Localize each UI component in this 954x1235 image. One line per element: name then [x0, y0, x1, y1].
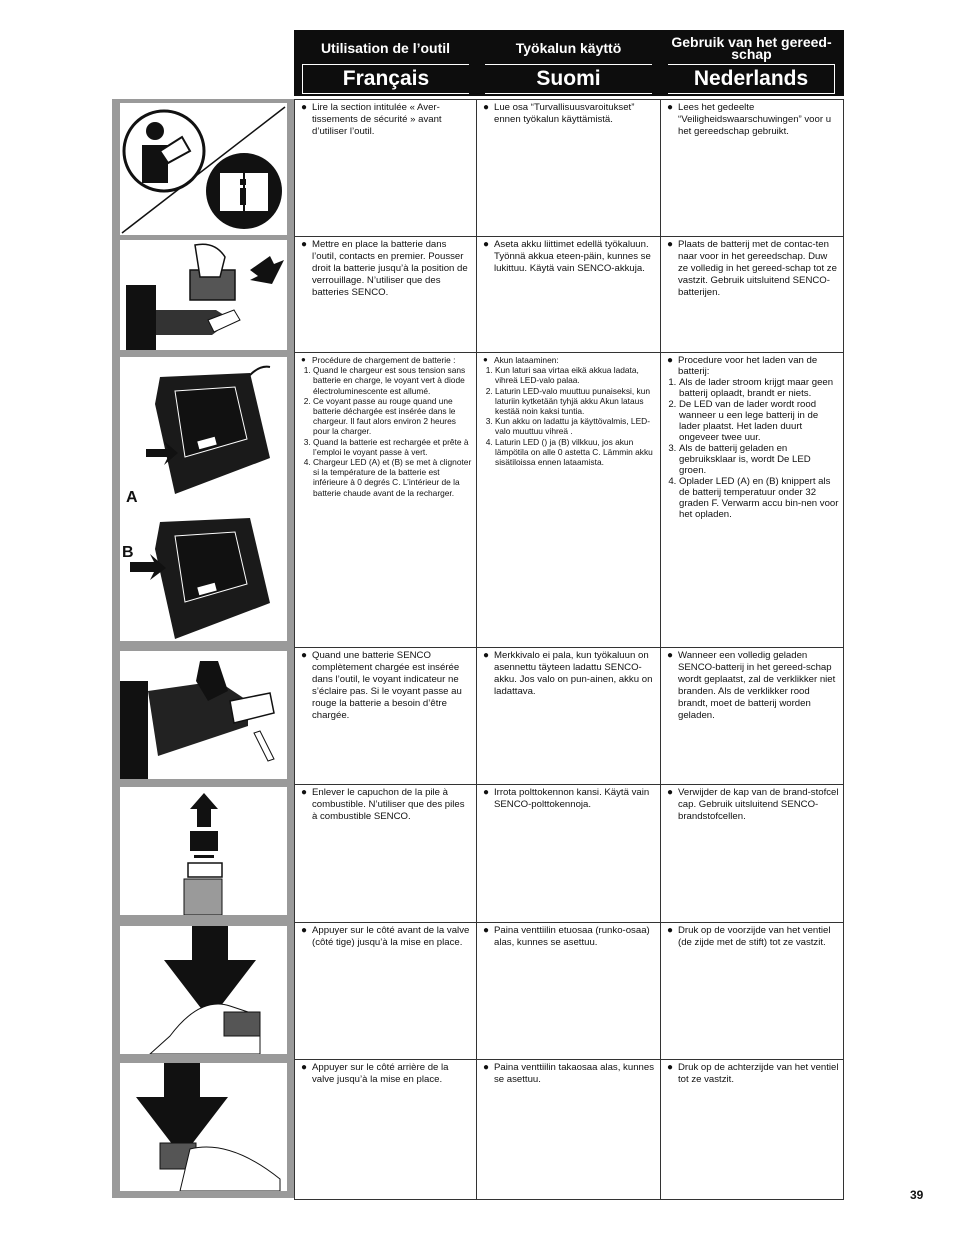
read-manual-illustration [120, 103, 287, 235]
arrow-down-icon [120, 926, 287, 1054]
french-steps: 1. Quand le chargeur est sous tension sans batterie en charge, le voyant vert à diode électroluminescente est allumé. 2. Ce voyant passe au rouge quand une batterie déchargée est insérée dans le chargeur. Il faut alors environ 2 heures pour la charger. 3. Quand la batterie est rechargée et prête à l’emploi le voyant passe à vert. 4. Chargeur LED (A) et (B) se met à clignoter si la température de la batterie est inférieure à 0 degrés C. L’intérieur de la batterie chaude avant de la recharger. [301, 365, 472, 498]
table-row [295, 100, 843, 237]
cell-dutch: ● Wanneer een volledig geladen SENCO-batterij in het gereed-schap wordt geplaatst, zal de verklikker niet branden. Als de verklikker rood brandt, moet de batterij worden geladen. [667, 650, 836, 721]
header-subtitle-finnish: Työkalun käyttö [515, 40, 622, 56]
dutch-steps: 1. Als de lader stroom krijgt maar geen batterij oplaadt, brandt er niets. 2. De LED van de lader wordt rood wanneer u een lege batterij in de lader plaatst. Het laden duurt ongeveer twee uur. 3. Als de batterij geladen en gebruiksklaar is, wordt De LED groen. 4. Oplader LED (A) en (B) knippert als de batterij temperatuur onder 32 graden F. Verwarm accu bin-nen voor het opladen. [667, 377, 839, 520]
finnish-steps: 1. Kun laturi saa virtaa eikä akkua ladata, vihreä LED-valo palaa. 2. Laturin LED-valo muuttuu punaiseksi, kun laturiin kytketään tyhjä akku Akun lataus kestää noin kaksi tuntia. 3. Kun akku on ladattu ja käyttövalmis, LED-valo muuttuu vihreä . 4. Laturin LED () ja (B) vilkkuu, jos akun lämpötila on alle 0 astetta C. Lämmin akku sisätiloissa ennen lataamista. [483, 365, 656, 467]
header-subtitle-dutch: Gebruik van het gereed-schap [671, 34, 832, 62]
cell-french: ● Quand une batterie SENCO complètement chargée est insérée dans l’outil, le voyant indicateur ne s’éclaire pas. Si le voyant passe au rouge la batterie a besoin d’être chargée. [295, 648, 477, 784]
cell-french: ● Appuyer sur le côté avant de la valve (côté tige) jusqu’à la mise en place. [295, 923, 477, 1059]
cell-french: ● Mettre en place la batterie dans l’outil, contacts en premier. Pousser droit la batterie jusqu’à la position de verrouillage. N’utiliser que des batteries SENCO. [295, 237, 477, 352]
cell-dutch: ● Procedure voor het laden van de batterij: 1. Als de lader stroom krijgt maar geen batterij oplaadt, brandt er niets. 2. De LED van de lader wordt rood wanneer u een lege batterij in de lader plaatst. Het laden duurt ongeveer twee uur. 3. Als de batterij geladen en gebruiksklaar is, wordt De LED groen. 4. Oplader LED (A) en (B) knippert als de batterij temperatuur onder 32 graden F. Verwarm accu bin-nen voor het opladen. [661, 353, 843, 647]
header-language-finnish: Suomi [485, 64, 652, 94]
cell-finnish: ● Irrota polttokennon kansi. Käytä vain SENCO-polttokennoja. [477, 785, 661, 922]
arrow-down-icon [120, 1063, 287, 1191]
cell-dutch: ● Druk op de voorzijde van het ventiel (de zijde met de stift) tot ze vastzit. [667, 925, 831, 948]
cell-dutch: ● Druk op de achterzijde van het ventiel tot ze vastzit. [667, 1062, 839, 1085]
table-row [295, 1060, 843, 1199]
insert-battery-illustration [120, 240, 287, 350]
cell-french: ● Procédure de chargement de batterie : 1. Quand le chargeur est sous tension sans batterie en charge, le voyant vert à diode électroluminescente est allumé. 2. Ce voyant passe au rouge quand une batterie déchargée est insérée dans le chargeur. Il faut alors environ 2 heures pour la charger. 3. Quand la batterie est rechargée et prête à l’emploi le voyant passe à vert. 4. Chargeur LED (A) et (B) se met à clignoter si la température de la batterie est inférieure à 0 degrés C. L’intérieur de la batterie chaude avant de la recharger. [295, 353, 477, 647]
cell-finnish: ● Akun lataaminen: 1. Kun laturi saa virtaa eikä akkua ladata, vihreä LED-valo palaa. 2. Laturin LED-valo muuttuu punaiseksi, kun laturiin kytketään tyhjä akku Akun lataus kestää noin kaksi tuntia. 3. Kun akku on ladattu ja käyttövalmis, LED-valo muuttuu vihreä . 4. Laturin LED () ja (B) vilkkuu, jos akun lämpötila on alle 0 astetta C. Lämmin akku sisätiloissa ennen lataamista. [477, 353, 661, 647]
table-row [295, 923, 843, 1060]
press-front-valve-illustration [120, 926, 287, 1054]
cell-finnish: ● Lue osa “Turvallisuusvaroitukset” ennen työkalun käyttämistä. [477, 100, 661, 236]
page-number: 39 [910, 1188, 924, 1202]
header-subtitle-french: Utilisation de l’outil [320, 40, 451, 56]
cell-dutch: ● Verwijder de kap van de brand-stofcel cap. Gebruik uitsluitend SENCO-brandstofcellen. [667, 787, 839, 822]
table-row [295, 648, 843, 785]
cell-finnish: ● Paina venttiilin takaosaa alas, kunnes se asettuu. [477, 1060, 661, 1199]
instruction-table [294, 99, 844, 1200]
header-language-french: Français [302, 64, 469, 94]
cell-dutch: ● Lees het gedeelte “Veiligheidswaarschuwingen” voor u het gereedschap gebruikt. [667, 102, 832, 137]
charger-label-a: A [126, 489, 138, 506]
press-back-valve-illustration [120, 1063, 287, 1191]
language-header [294, 30, 844, 96]
read-manual-icon [120, 103, 287, 235]
table-row [295, 785, 843, 923]
remove-cap-illustration [120, 787, 287, 915]
table-row [295, 353, 843, 648]
fuel-cell-cap-icon [120, 787, 287, 915]
charger-label-b: B [122, 544, 134, 561]
header-language-dutch: Nederlands [668, 64, 835, 94]
cell-finnish: ● Aseta akku liittimet edellä työkaluun. Työnnä akkua eteen-päin, kunnes se lukittuu. Käytä vain SENCO-akkuja. [477, 237, 661, 352]
indicator-light-illustration [120, 651, 287, 779]
charger-icon [120, 357, 287, 641]
cell-french: ● Appuyer sur le côté arrière de la valve jusqu’à la mise en place. [295, 1060, 477, 1199]
cell-dutch: ● Plaats de batterij met de contac-ten naar voor in het gereedschap. Duw ze volledig in het gereed-schap tot ze vastzit. Gebruik uitsluitend SENCO-batterijen. [667, 239, 837, 298]
cell-finnish: ● Merkkivalo ei pala, kun työkaluun on asennettu täyteen ladattu SENCO-akku. Jos valo on pun-ainen, akku on ladattava. [477, 648, 661, 784]
battery-insert-icon [120, 240, 287, 350]
cell-finnish: ● Paina venttiilin etuosaa (runko-osaa) alas, kunnes se asettuu. [477, 923, 661, 1059]
battery-charger-illustration [120, 357, 287, 641]
tool-indicator-icon [120, 651, 287, 779]
cell-french: ● Enlever le capuchon de la pile à combustible. N’utiliser que des piles à combustible SENCO. [295, 785, 477, 922]
table-row [295, 237, 843, 353]
cell-french: ● Lire la section intitulée « Aver-tissements de sécurité » avant d’utiliser l’outil. [295, 100, 477, 236]
